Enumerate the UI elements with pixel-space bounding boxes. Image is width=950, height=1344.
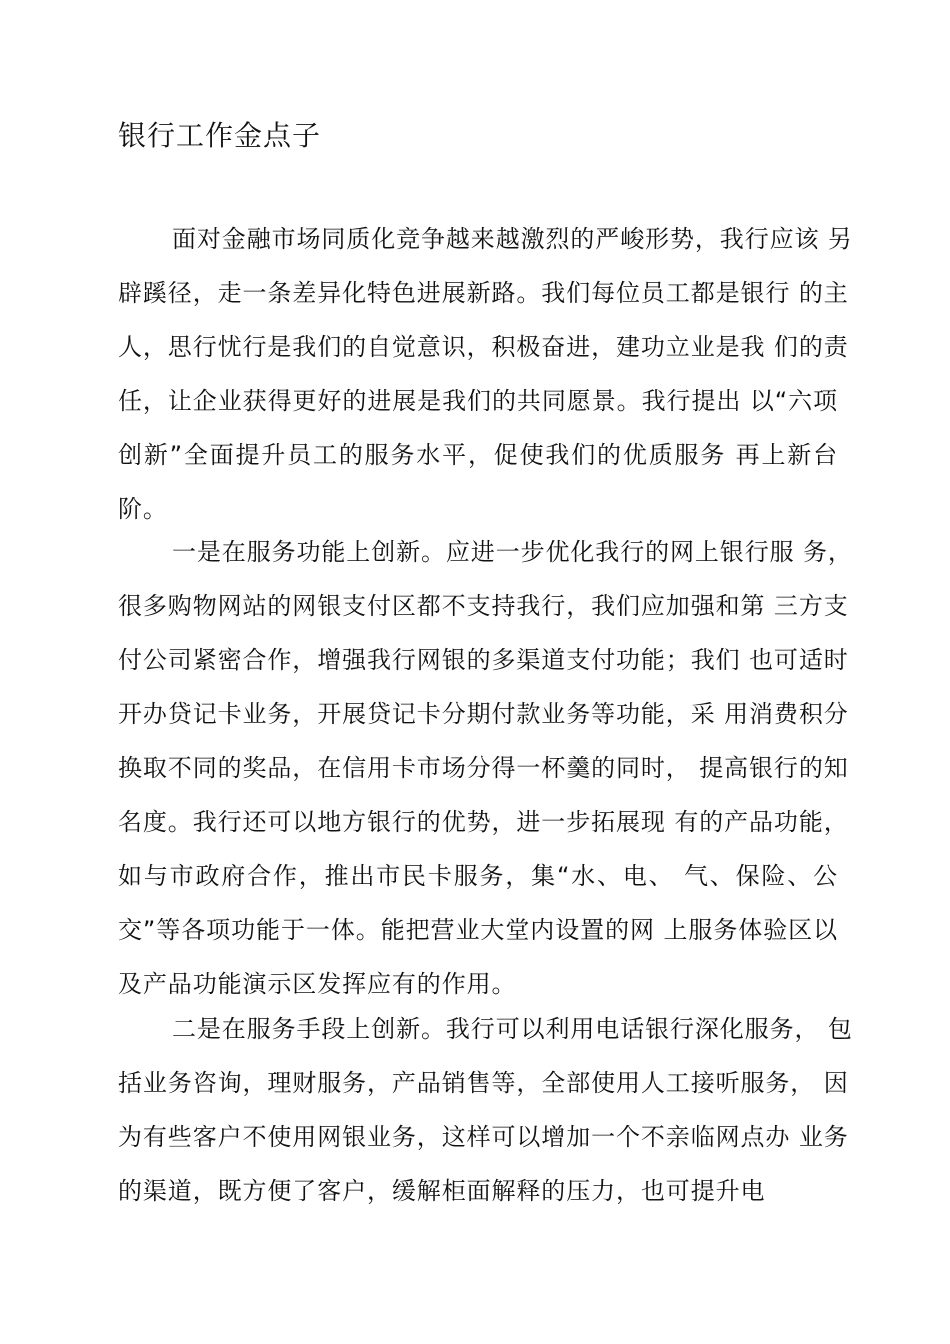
text-line: 阶。 <box>118 495 168 523</box>
text-line: 创新”全面提升员工的服务水平，促使我们的优质服务 再上新台 <box>118 441 838 469</box>
text-line: 名度。我行还可以地方银行的优势，进一步拓展现 有的产品功能， <box>118 808 849 836</box>
document-title: 银行工作金点子 <box>118 119 322 152</box>
text-line: 付公司紧密合作，增强我行网银的多渠道支付功能；我们 也可适时 <box>118 646 849 674</box>
text-line: 及产品功能演示区发挥应有的作用。 <box>118 970 517 998</box>
paragraph-service-function <box>118 525 853 1011</box>
paragraph-service-means <box>118 1002 853 1218</box>
text-line: 辟蹊径，走一条差异化特色进展新路。我们每位员工都是银行 的主 <box>118 279 849 307</box>
text-line: 一是在服务功能上创新。应进一步优化我行的网上银行服 务， <box>172 538 853 566</box>
text-line: 人，思行忧行是我们的自觉意识，积极奋进，建功立业是我 们的责 <box>118 333 849 361</box>
paragraph-intro <box>118 212 853 536</box>
text-line: 如与市政府合作，推出市民卡服务，集“水、电、 气、保险、公 <box>118 862 838 890</box>
text-line: 的渠道，既方便了客户，缓解柜面解释的压力，也可提升电 <box>118 1177 766 1205</box>
text-line: 交”等各项功能于一体。能把营业大堂内设置的网 上服务体验区以 <box>118 916 838 944</box>
text-line: 很多购物网站的网银支付区都不支持我行，我们应加强和第 三方支 <box>118 592 849 620</box>
text-line: 任，让企业获得更好的进展是我们的共同愿景。我行提出 以“六项 <box>118 387 838 415</box>
text-line: 面对金融市场同质化竞争越来越激烈的严峻形势，我行应该 另 <box>172 225 853 253</box>
text-line: 括业务咨询，理财服务，产品销售等，全部使用人工接听服务， 因 <box>118 1069 849 1097</box>
text-line: 开办贷记卡业务，开展贷记卡分期付款业务等功能，采 用消费积分 <box>118 700 849 728</box>
text-line: 二是在服务手段上创新。我行可以利用电话银行深化服务， 包 <box>172 1015 853 1043</box>
text-line: 为有些客户不使用网银业务，这样可以增加一个不亲临网点办 业务 <box>118 1123 849 1151</box>
text-line: 换取不同的奖品，在信用卡市场分得一杯羹的同时， 提高银行的知 <box>118 754 849 782</box>
